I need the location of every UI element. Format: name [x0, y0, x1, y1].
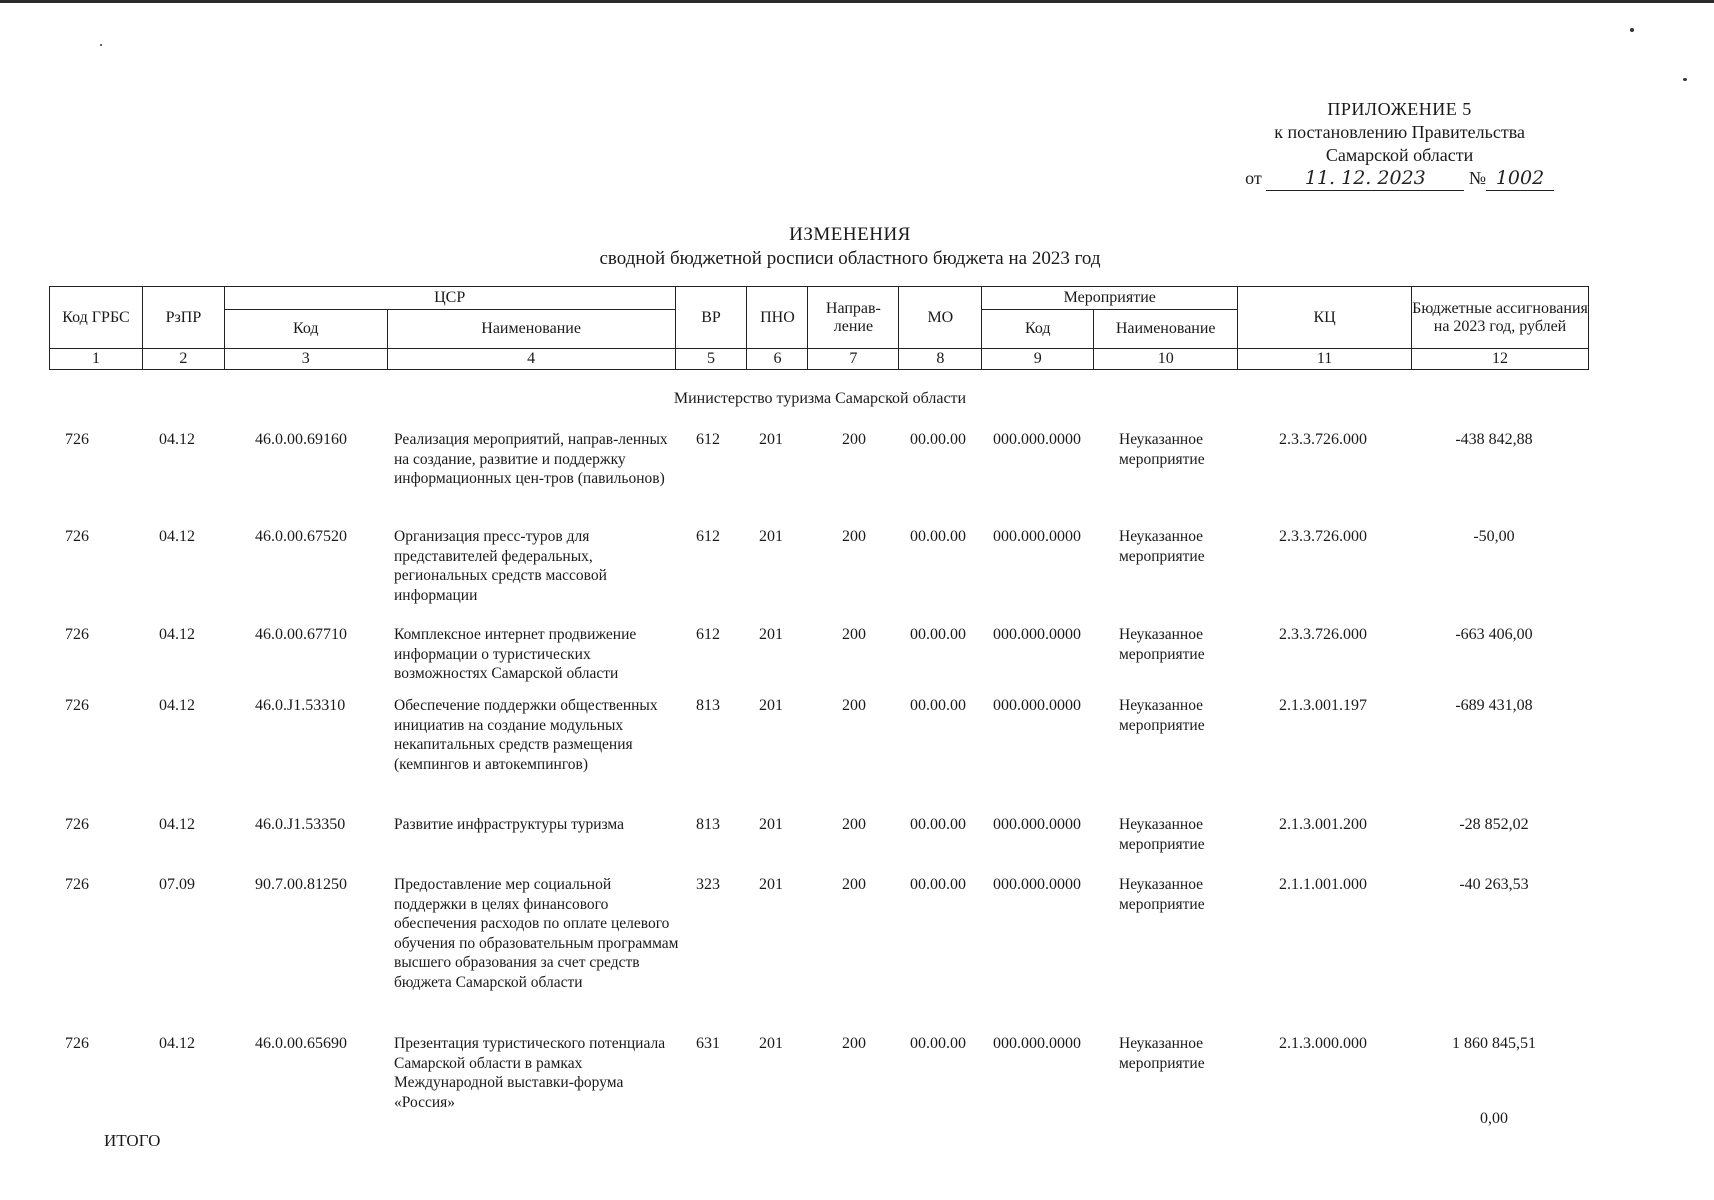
cell-rzpr: 04.12	[159, 697, 195, 714]
handwritten-number: 1002	[1486, 167, 1554, 191]
header-kod-grbs: Код ГРБС	[50, 287, 143, 349]
total-label: ИТОГО	[104, 1131, 161, 1150]
scan-top-edge	[0, 0, 1714, 3]
appendix-title: ПРИЛОЖЕНИЕ 5	[1327, 99, 1472, 119]
scan-speck	[1630, 28, 1634, 32]
appendix-line-3: Самарской области	[1325, 145, 1474, 165]
header-mo: МО	[899, 287, 982, 349]
column-number: 10	[1094, 349, 1238, 370]
cell-meropr-name: Неуказанное мероприятие	[1119, 431, 1205, 468]
cell-rzpr: 04.12	[159, 431, 195, 448]
cell-csr-code: 90.7.00.81250	[255, 876, 347, 893]
cell-csr-code: 46.0.00.67520	[255, 528, 347, 545]
budget-table-header	[49, 286, 1589, 370]
cell-grbs: 726	[65, 1035, 89, 1052]
cell-amount: -438 842,88	[1455, 431, 1533, 448]
cell-amount: -663 406,00	[1455, 626, 1533, 643]
cell-csr-name: Предоставление мер социальной поддержки в целях финансового обеспечения расходов по оплате целевого обучения по образовательным программам высшего образования за счет средств бюджета Самарской области	[394, 876, 679, 991]
cell-csr-name: Организация пресс-туров для представителей федеральных, региональных средств массовой информации	[394, 528, 607, 604]
total-value: 0,00	[1480, 1110, 1508, 1127]
date-prefix: от	[1245, 168, 1262, 188]
cell-napravlenie: 200	[842, 528, 866, 545]
cell-pno: 201	[759, 697, 783, 714]
cell-napravlenie: 200	[842, 876, 866, 893]
cell-kc: 2.3.3.726.000	[1279, 626, 1367, 643]
cell-rzpr: 04.12	[159, 816, 195, 833]
cell-vr: 813	[696, 697, 720, 714]
cell-meropr-code: 000.000.0000	[993, 697, 1081, 714]
column-number: 9	[982, 349, 1094, 370]
cell-csr-code: 46.0.J1.53310	[255, 697, 346, 714]
header-vr: ВР	[675, 287, 747, 349]
cell-vr: 612	[696, 626, 720, 643]
cell-mo: 00.00.00	[910, 626, 966, 643]
column-number: 1	[50, 349, 143, 370]
header-csr-kod: Код	[224, 310, 387, 349]
cell-kc: 2.1.3.000.000	[1279, 1035, 1367, 1052]
cell-pno: 201	[759, 816, 783, 833]
cell-amount: -28 852,02	[1459, 816, 1529, 833]
cell-rzpr: 07.09	[159, 876, 195, 893]
cell-meropr-name: Неуказанное мероприятие	[1119, 626, 1205, 663]
number-prefix: №	[1468, 168, 1486, 188]
cell-pno: 201	[759, 431, 783, 448]
appendix-block	[1245, 98, 1554, 191]
header-napravlenie: Направ-ление	[808, 287, 899, 349]
cell-mo: 00.00.00	[910, 528, 966, 545]
cell-meropr-name: Неуказанное мероприятие	[1119, 1035, 1205, 1072]
cell-pno: 201	[759, 528, 783, 545]
header-pno: ПНО	[747, 287, 808, 349]
header-csr: ЦСР	[224, 287, 675, 310]
cell-meropr-code: 000.000.0000	[993, 1035, 1081, 1052]
column-number: 6	[747, 349, 808, 370]
cell-napravlenie: 200	[842, 697, 866, 714]
cell-napravlenie: 200	[842, 431, 866, 448]
cell-kc: 2.1.1.001.000	[1279, 876, 1367, 893]
cell-csr-code: 46.0.00.67710	[255, 626, 347, 643]
cell-napravlenie: 200	[842, 626, 866, 643]
cell-meropr-code: 000.000.0000	[993, 816, 1081, 833]
cell-vr: 612	[696, 431, 720, 448]
cell-mo: 00.00.00	[910, 697, 966, 714]
header-rzpr: РзПР	[142, 287, 224, 349]
cell-mo: 00.00.00	[910, 876, 966, 893]
cell-mo: 00.00.00	[910, 816, 966, 833]
cell-vr: 813	[696, 816, 720, 833]
cell-meropr-name: Неуказанное мероприятие	[1119, 697, 1205, 734]
cell-amount: -50,00	[1473, 528, 1515, 545]
cell-meropr-name: Неуказанное мероприятие	[1119, 816, 1205, 853]
column-number: 11	[1238, 349, 1412, 370]
cell-grbs: 726	[65, 876, 89, 893]
cell-meropr-name: Неуказанное мероприятие	[1119, 528, 1205, 565]
cell-grbs: 726	[65, 528, 89, 545]
cell-grbs: 726	[65, 431, 89, 448]
appendix-date-line	[1245, 167, 1554, 191]
header-meropr-name: Наименование	[1094, 310, 1238, 349]
cell-pno: 201	[759, 626, 783, 643]
column-number: 3	[224, 349, 387, 370]
header-budget: Бюджетные ассигнования на 2023 год, рублей	[1412, 287, 1589, 349]
cell-csr-name: Развитие инфраструктуры туризма	[394, 816, 624, 833]
cell-pno: 201	[759, 1035, 783, 1052]
cell-csr-code: 46.0.00.65690	[255, 1035, 347, 1052]
cell-grbs: 726	[65, 626, 89, 643]
header-meropr-kod: Код	[982, 310, 1094, 349]
cell-grbs: 726	[65, 697, 89, 714]
cell-napravlenie: 200	[842, 816, 866, 833]
scan-speck	[100, 44, 102, 46]
column-number: 4	[387, 349, 675, 370]
cell-amount: -40 263,53	[1459, 876, 1529, 893]
header-meropriyatie: Мероприятие	[982, 287, 1238, 310]
cell-csr-name: Комплексное интернет продвижение информации о туристических возможностях Самарской области	[394, 626, 637, 682]
handwritten-date: 11. 12. 2023	[1266, 167, 1464, 191]
document-subtitle: сводной бюджетной росписи областного бюджета на 2023 год	[599, 248, 1101, 269]
cell-vr: 631	[696, 1035, 720, 1052]
column-number: 2	[142, 349, 224, 370]
cell-kc: 2.3.3.726.000	[1279, 431, 1367, 448]
cell-csr-name: Реализация мероприятий, направ-ленных на создание, развитие и поддержку информационных цен-тров (павильонов)	[394, 431, 668, 487]
column-number: 12	[1412, 349, 1589, 370]
column-number: 8	[899, 349, 982, 370]
cell-vr: 612	[696, 528, 720, 545]
cell-kc: 2.3.3.726.000	[1279, 528, 1367, 545]
cell-meropr-code: 000.000.0000	[993, 431, 1081, 448]
appendix-line-2: к постановлению Правительства	[1274, 122, 1525, 142]
cell-pno: 201	[759, 876, 783, 893]
cell-grbs: 726	[65, 816, 89, 833]
cell-meropr-code: 000.000.0000	[993, 528, 1081, 545]
cell-csr-code: 46.0.00.69160	[255, 431, 347, 448]
document-title: ИЗМЕНЕНИЯ	[789, 224, 911, 245]
cell-meropr-code: 000.000.0000	[993, 876, 1081, 893]
cell-mo: 00.00.00	[910, 1035, 966, 1052]
cell-rzpr: 04.12	[159, 528, 195, 545]
cell-csr-name: Обеспечение поддержки общественных инициатив на создание модульных некапитальных средств размещения (кемпингов и автокемпингов)	[394, 697, 658, 773]
cell-napravlenie: 200	[842, 1035, 866, 1052]
cell-meropr-name: Неуказанное мероприятие	[1119, 876, 1205, 913]
cell-meropr-code: 000.000.0000	[993, 626, 1081, 643]
scan-speck	[1683, 78, 1687, 81]
header-csr-name: Наименование	[387, 310, 675, 349]
cell-kc: 2.1.3.001.200	[1279, 816, 1367, 833]
cell-csr-name: Презентация туристического потенциала Самарской области в рамках Международной выставки-форума «Россия»	[394, 1035, 666, 1111]
cell-rzpr: 04.12	[159, 626, 195, 643]
cell-amount: -689 431,08	[1455, 697, 1533, 714]
column-number: 7	[808, 349, 899, 370]
cell-rzpr: 04.12	[159, 1035, 195, 1052]
cell-kc: 2.1.3.001.197	[1279, 697, 1367, 714]
cell-mo: 00.00.00	[910, 431, 966, 448]
cell-vr: 323	[696, 876, 720, 893]
ministry-section-title: Министерство туризма Самарской области	[673, 390, 967, 407]
column-number: 5	[675, 349, 747, 370]
header-kc: КЦ	[1238, 287, 1412, 349]
cell-csr-code: 46.0.J1.53350	[255, 816, 346, 833]
cell-amount: 1 860 845,51	[1452, 1035, 1536, 1052]
